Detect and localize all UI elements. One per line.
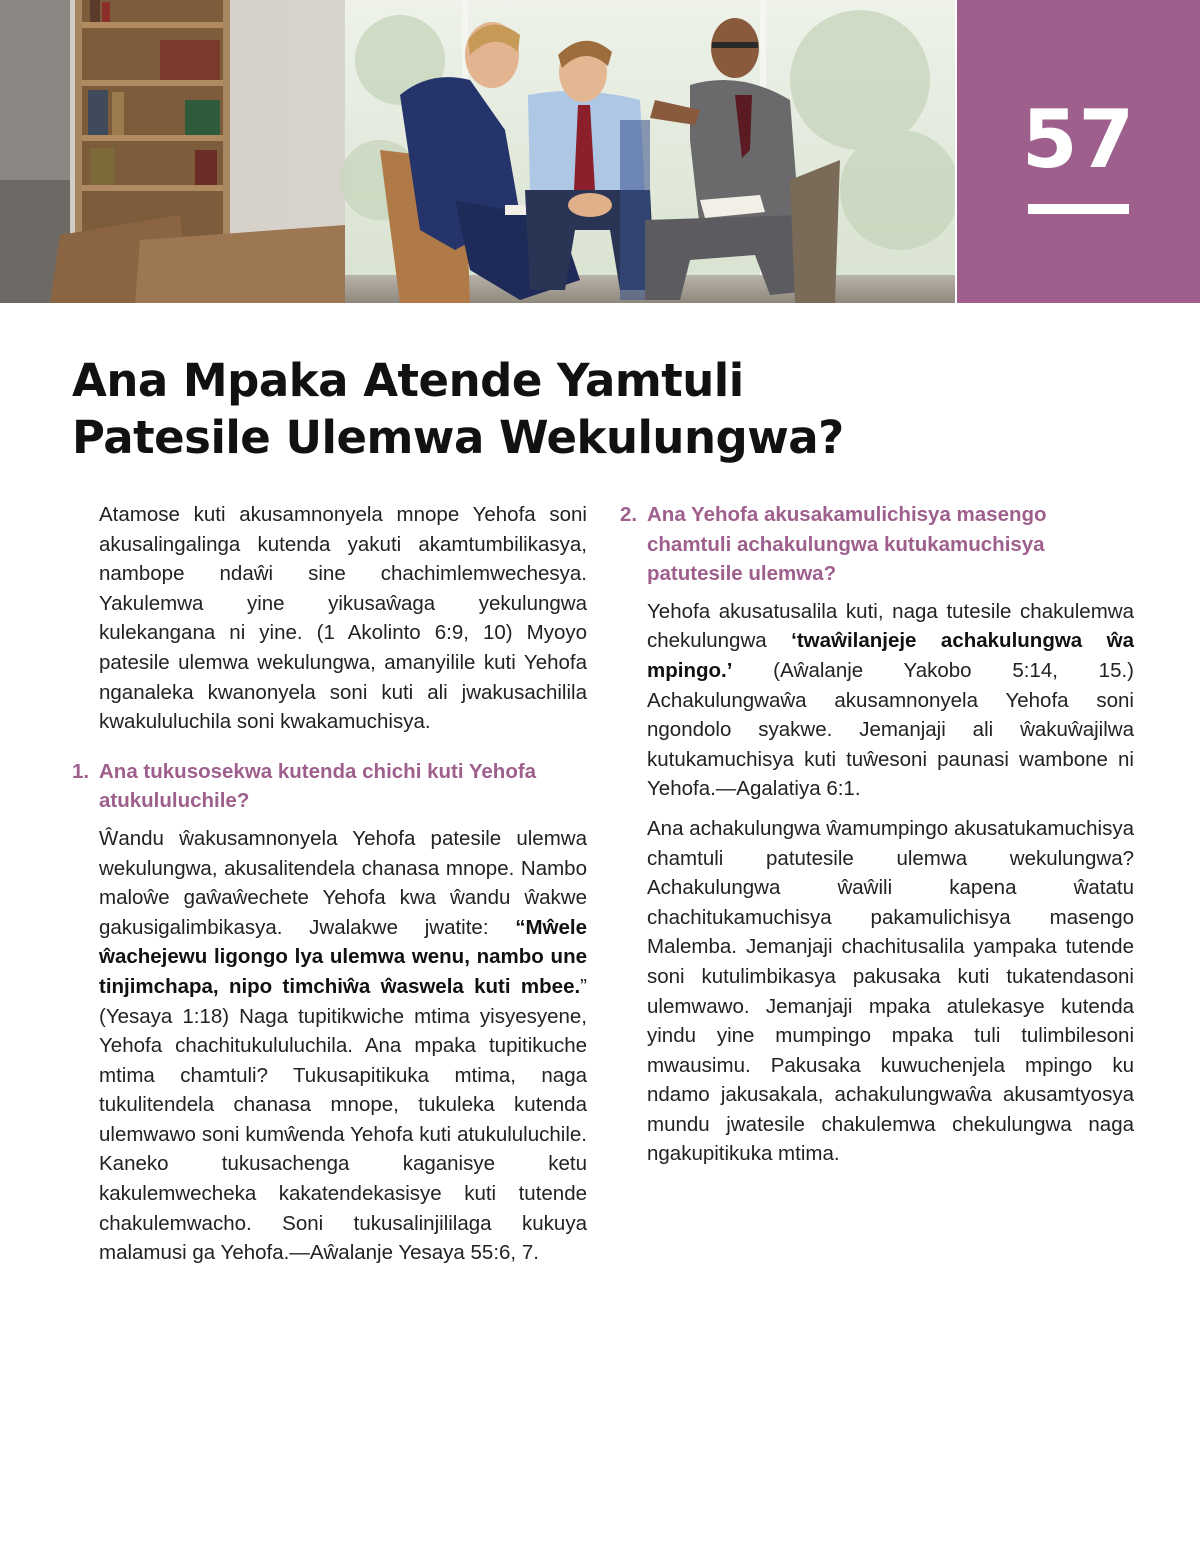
- question-1-number: 1.: [72, 759, 90, 783]
- right-column: [620, 500, 1134, 1179]
- lesson-number: 57: [1021, 93, 1136, 186]
- answer-1-bible-quote: “Mŵele ŵachejewu ligongo lya ulemwa wenu, nambo une tinjimchapa, nipo timchiŵa ŵaswela kuti mbee.: [99, 915, 587, 998]
- lesson-number-panel: [957, 0, 1200, 303]
- lesson-number-underline: [1028, 204, 1129, 214]
- question-2-text: Ana Yehofa akusakamulichisya masengo chamtuli achakulungwa kutukamuchisya patutesile ulemwa?: [647, 503, 1047, 586]
- elders-comforting-photo: [0, 0, 955, 303]
- answer-2-bible-quote: ‘twaŵilanjeje achakulungwa ŵa mpingo.’: [647, 629, 1134, 682]
- question-1: [72, 757, 587, 816]
- answer-1-text-before: Ŵandu ŵakusamnonyela Yehofa patesile ulemwa wekulungwa, akusalitendela chanasa mnope. Nambo maloŵe gaŵaŵechete Yehofa kwa ŵandu ŵakwe gakusigalimbikasya. Jwalakwe jwatite:: [99, 826, 587, 939]
- answer-1-text-after: ” (Yesaya 1:18) Naga tupitikwiche mtima yisyesyene, Yehofa chachitukululuchila. Ana mpaka tupitikuche mtima chamtuli? Tukusapitikuka mtima, naga tukulitendela chanasa mnope, tukuleka kutenda ulemwawo soni kumŵenda Yehofa kuti atukululuchile. Kaneko tukusachenga kaganisye ketu kakulemwecheka kakatendekasisye kuti tutende chakulemwacho. Soni tukusalinjililaga kukuya malamusi ga Yehofa.—Aŵalanje Yesaya 55:6, 7.: [99, 974, 587, 1265]
- answer-2-text-after: (Aŵalanje Yakobo 5:14, 15.) Achakulungwaŵa akusamnonyela Yehofa soni ngondolo syakwe. Jemanjaji ali ŵakuŵajilwa kutukamuchisya kuti tuŵesoni paunasi wambone ni Yehofa.—Agalatiya 6:1.: [647, 658, 1134, 801]
- answer-2-text-before: Yehofa akusatusalila kuti, naga tutesile chakulemwa chekulungwa: [647, 599, 1134, 653]
- question-2: [620, 500, 1134, 589]
- page-title-line-1: Ana Mpaka Atende Yamtuli: [72, 354, 744, 407]
- answer-2-paragraph-2: Ana achakulungwa ŵamumpingo akusatukamuchisya chamtuli patutesile ulemwa wekulungwa? Achakulungwa ŵaŵili kapena ŵatatu chachitukamuchisya pakamulichisya masengo Malemba. Jemanjaji chachitusalila yampaka tutende soni kutulimbikasya pakusaka kuti tukatendasoni ulemwawo. Jemanjaji mpaka atulekasye kutenda yindu yine mumpingo mpaka tuli tulimbilesoni mwausimu. Pakusaka kuwuchenjela mpingo ku ndamo jakusakala, achakulungwaŵa akusamtyosya mundu jwatesile chakulemwa chekulungwa naga ngakupitikuka mtima.: [647, 816, 1134, 1166]
- answer-2-paragraph-1: [620, 597, 1134, 804]
- hero-photo: [0, 0, 955, 303]
- intro-paragraph: Atamose kuti akusamnonyela mnope Yehofa soni akusalingalinga kutenda yakuti akamtumbilikasya, nambope ndaŵi sine chachimlemwechesya. Yakulemwa yine yikusaŵaga yekulungwa kulekangana ni yine. (1 Akolinto 6:9, 10) Myoyo patesile ulemwa wekulungwa, amanyilile kuti Yehofa nganaleka kwanonyela soni kuti ali jwakusachilila kwakululuchila soni kwakamuchisya.: [99, 503, 587, 734]
- page-title: [72, 352, 1072, 466]
- question-2-number: 2.: [620, 503, 638, 526]
- question-1-text: Ana tukusosekwa kutenda chichi kuti Yehofa atukululuchile?: [99, 759, 537, 813]
- left-column: [72, 500, 587, 1278]
- page-title-line-2: Patesile Ulemwa Wekulungwa?: [72, 411, 844, 464]
- answer-1-paragraph: [72, 824, 587, 1268]
